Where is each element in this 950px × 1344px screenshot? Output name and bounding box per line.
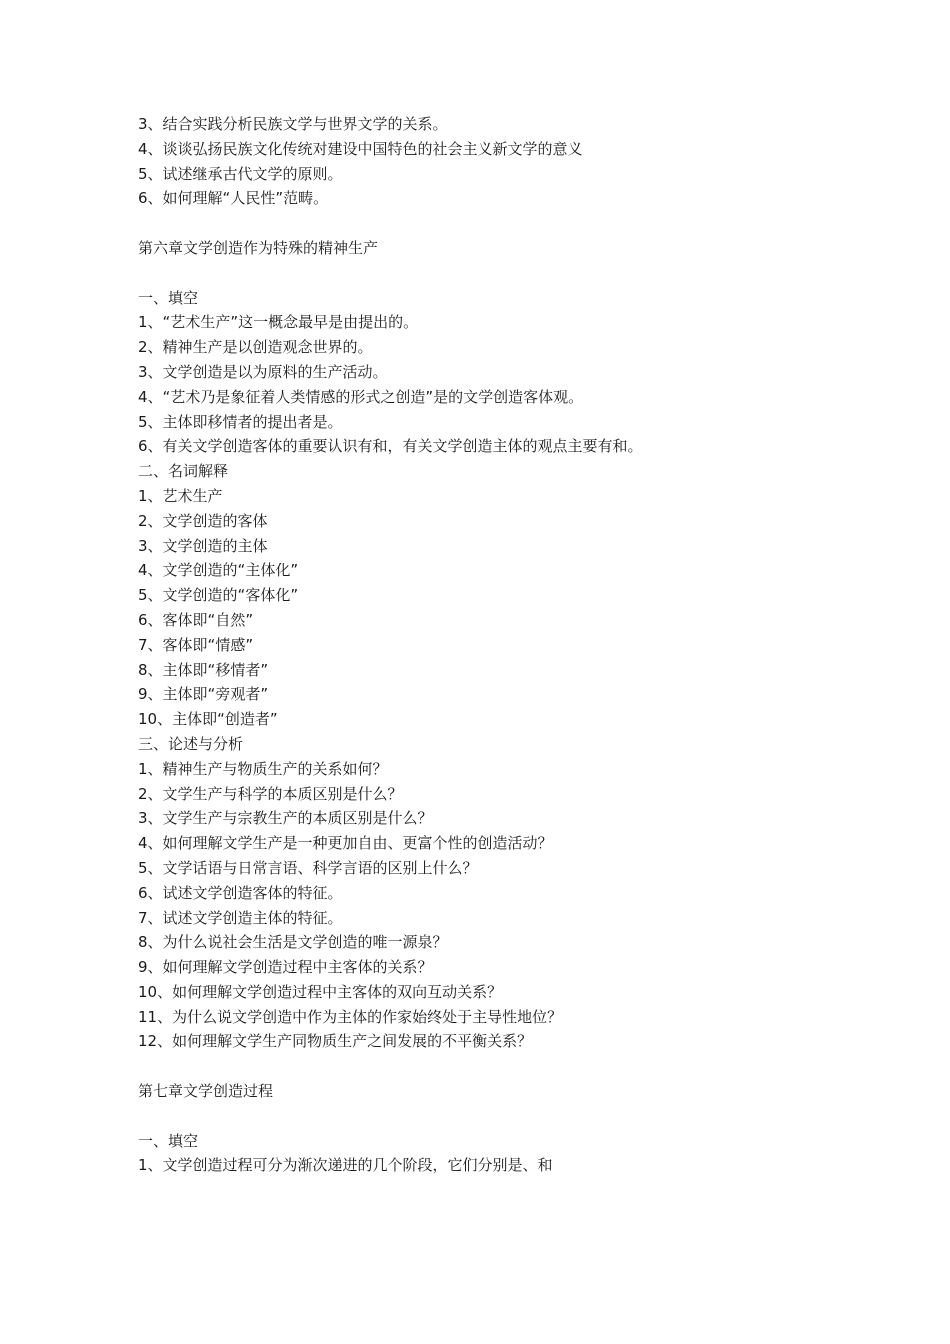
text-line: 一、填空 bbox=[138, 1131, 199, 1150]
text-line: 4、文学创造的“主体化” bbox=[138, 561, 299, 580]
text-line: 第七章文学创造过程 bbox=[138, 1082, 274, 1101]
text-line: 11、为什么说文学创造中作为主体的作家始终处于主导性地位？ bbox=[138, 1007, 563, 1026]
text-line: 5、试述继承古代文学的原则。 bbox=[138, 164, 343, 183]
text-line: 9、如何理解文学创造过程中主客体的关系？ bbox=[138, 958, 433, 977]
blank-line bbox=[138, 1104, 698, 1129]
text-line: 6、客体即“自然” bbox=[138, 610, 254, 629]
text-line: 第六章文学创造作为特殊的精神生产 bbox=[138, 238, 379, 257]
text-line: 12、如何理解文学生产同物质生产之间发展的不平衡关系？ bbox=[138, 1032, 533, 1051]
text-line: 6、有关文学创造客体的重要认识有和，有关文学创造主体的观点主要有和。 bbox=[138, 437, 643, 456]
text-line: 2、精神生产是以创造观念世界的。 bbox=[138, 338, 373, 357]
text-line: 9、主体即“旁观者” bbox=[138, 685, 269, 704]
text-line: 10、主体即“创造者” bbox=[138, 710, 278, 729]
text-line: 2、文学生产与科学的本质区别是什么？ bbox=[138, 784, 403, 803]
text-line: 一、填空 bbox=[138, 288, 199, 307]
text-line: 4、谈谈弘扬民族文化传统对建设中国特色的社会主义新文学的意义 bbox=[138, 139, 583, 158]
text-line: 10、如何理解文学创造过程中主客体的双向互动关系？ bbox=[138, 982, 503, 1001]
text-line: 3、文学创造的主体 bbox=[138, 536, 268, 555]
text-line: 1、艺术生产 bbox=[138, 486, 223, 505]
text-line: 5、文学话语与日常言语、科学言语的区别上什么？ bbox=[138, 858, 478, 877]
text-line: 二、名词解释 bbox=[138, 462, 229, 481]
blank-line bbox=[138, 1054, 698, 1079]
text-line: 4、如何理解文学生产是一种更加自由、更富个性的创造活动？ bbox=[138, 834, 553, 853]
blank-line bbox=[138, 261, 698, 286]
text-line: 三、论述与分析 bbox=[138, 734, 244, 753]
text-line: 3、文学生产与宗教生产的本质区别是什么？ bbox=[138, 809, 433, 828]
text-line: 3、结合实践分析民族文学与世界文学的关系。 bbox=[138, 115, 448, 133]
text-line: 6、如何理解“人民性”范畴。 bbox=[138, 189, 329, 208]
text-line: 8、主体即“移情者” bbox=[138, 660, 269, 679]
text-line: 1、精神生产与物质生产的关系如何？ bbox=[138, 759, 388, 778]
text-line: 8、为什么说社会生活是文学创造的唯一源泉？ bbox=[138, 933, 448, 952]
text-line: 7、试述文学创造主体的特征。 bbox=[138, 908, 343, 927]
blank-line bbox=[138, 211, 698, 236]
text-line: 5、主体即移情者的提出者是。 bbox=[138, 412, 343, 431]
text-line: 3、文学创造是以为原料的生产活动。 bbox=[138, 362, 388, 381]
text-line: 4、“艺术乃是象征着人类情感的形式之创造”是的文学创造客体观。 bbox=[138, 387, 584, 406]
text-line: 6、试述文学创造客体的特征。 bbox=[138, 883, 343, 902]
text-line: 5、文学创造的“客体化” bbox=[138, 586, 299, 605]
text-line: 7、客体即“情感” bbox=[138, 635, 254, 654]
text-line: 1、文学创造过程可分为渐次递进的几个阶段，它们分别是、和 bbox=[138, 1156, 553, 1175]
text-line: 2、文学创造的客体 bbox=[138, 511, 268, 530]
text-line: 1、“艺术生产”这一概念最早是由提出的。 bbox=[138, 313, 419, 332]
document-page bbox=[138, 112, 698, 1178]
